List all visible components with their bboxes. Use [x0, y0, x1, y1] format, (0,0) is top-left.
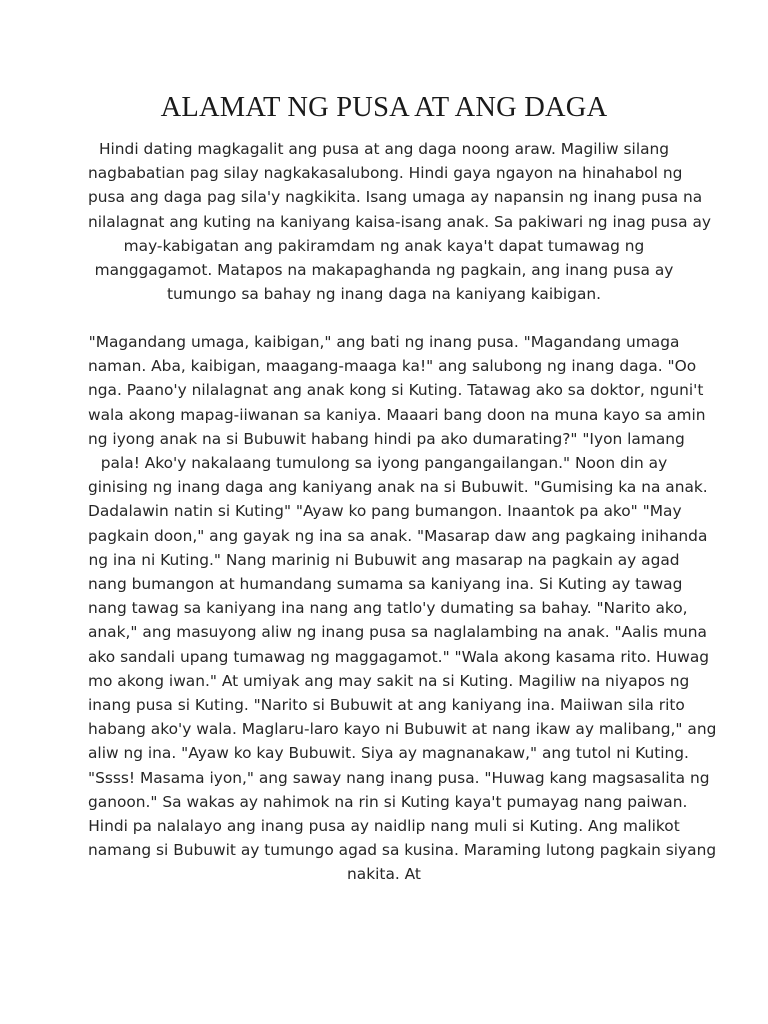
paragraph-2	[88, 330, 717, 887]
text-line: aliw ng ina. "Ayaw ko kay Bubuwit. Siya ay magnanakaw," ang tutol ni Kuting.	[88, 744, 689, 763]
text-line: nang bumangon at humandang sumama sa kaniyang ina. Si Kuting ay tawag	[88, 575, 683, 594]
text-line: "Magandang umaga, kaibigan," ang bati ng inang pusa. "Magandang umaga	[88, 333, 680, 351]
text-line: "Ssss! Masama iyon," ang saway nang inang pusa. "Huwag kang magsasalita ng	[88, 768, 710, 787]
text-line: nilalagnat ang kuting na kaniyang kaisa-isang anak. Sa pakiwari ng inag pusa ay	[88, 212, 711, 231]
text-line: manggagamot. Matapos na makapaghanda ng pagkain, ang inang pusa ay	[94, 261, 674, 280]
text-line: ganoon." Sa wakas ay nahimok na rin si Kuting kaya't pumayag nang paiwan.	[88, 792, 688, 811]
text-line: mo akong iwan." At umiyak ang may sakit na si Kuting. Magiliw na niyapos ng	[88, 671, 690, 690]
text-line: may-kabigatan ang pakiramdam ng anak kaya't dapat tumawag ng	[123, 236, 645, 255]
text-line: nang tawag sa kaniyang ina nang ang tatlo'y dumating sa bahay. "Narito ako,	[88, 599, 688, 618]
text-line: anak," ang masuyong aliw ng inang pusa sa naglalambing na anak. "Aalis muna	[88, 623, 707, 642]
text-line: Hindi pa nalalayo ang inang pusa ay naidlip nang muli si Kuting. Ang malikot	[88, 817, 680, 836]
text-line: pala! Ako'y nakalaang tumulong sa iyong pangangailangan." Noon din ay	[100, 454, 668, 473]
paragraph-1	[88, 137, 711, 306]
text-line: Hindi dating magkagalit ang pusa at ang daga noong araw. Magiliw silang	[98, 140, 670, 158]
text-line: habang ako'y wala. Maglaru-laro kayo ni Bubuwit at nang ikaw ay malibang," ang	[88, 720, 717, 739]
text-line: ng ina ni Kuting." Nang marinig ni Bubuwit ang masarap na pagkain ay agad	[88, 550, 680, 569]
text-line: inang pusa si Kuting. "Narito si Bubuwit at ang kaniyang ina. Maiiwan sila rito	[88, 696, 685, 715]
text-line: ng iyong anak na si Bubuwit habang hindi pa ako dumarating?" "Iyon lamang	[88, 429, 685, 448]
text-line: nagbabatian pag silay nagkakasalubong. Hindi gaya ngayon na hinahabol ng	[88, 164, 683, 183]
text-line: naman. Aba, kaibigan, maagang-maaga ka!" ang salubong ng inang daga. "Oo	[88, 357, 697, 376]
text-line: namang si Bubuwit ay tumungo agad sa kusina. Maraming lutong pagkain siyang	[88, 841, 717, 860]
text-line: nakita. At	[347, 865, 421, 884]
text-line: wala akong mapag-iiwanan sa kaniya. Maaari bang doon na muna kayo sa amin	[88, 405, 706, 424]
text-line: tumungo sa bahay ng inang daga na kaniyang kaibigan.	[166, 285, 602, 304]
text-line: pusa ang daga pag sila'y nagkikita. Isang umaga ay napansin ng inang pusa na	[88, 188, 703, 207]
text-line: Dadalawin natin si Kuting" "Ayaw ko pang bumangon. Inaantok pa ako" "May	[88, 502, 682, 521]
text-line: pagkain doon," ang gayak ng ina sa anak. "Masarap daw ang pagkaing inihanda	[88, 526, 708, 545]
text-line: ginising ng inang daga ang kaniyang anak na si Bubuwit. "Gumising ka na anak.	[88, 478, 708, 497]
text-line: ako sandali upang tumawag ng maggagamot." "Wala akong kasama rito. Huwag	[88, 647, 710, 666]
document-title: ALAMAT NG PUSA AT ANG DAGA	[160, 92, 608, 123]
text-line: nga. Paano'y nilalagnat ang anak kong si Kuting. Tatawag ako sa doktor, nguni't	[88, 381, 704, 400]
